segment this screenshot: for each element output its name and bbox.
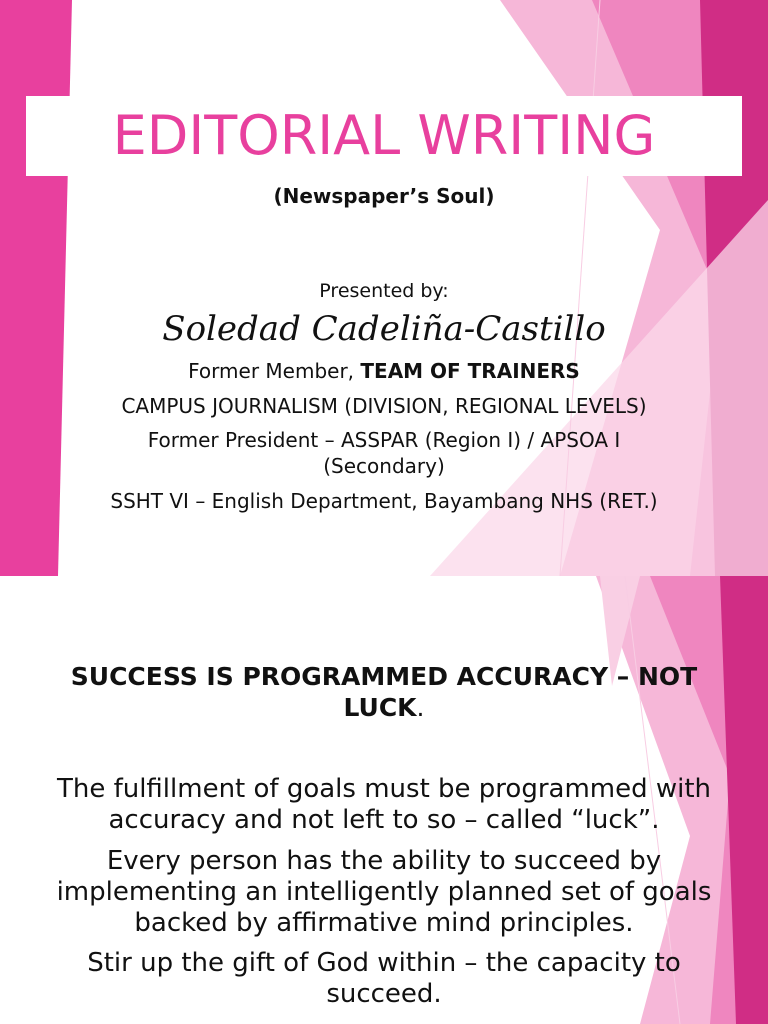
paragraph-stir-up: Stir up the gift of God within – the capacity to succeed. — [87, 948, 681, 1009]
former-member-prefix: Former Member, — [188, 359, 361, 383]
slide-title: EDITORIAL WRITING — [112, 104, 656, 167]
success-heading-text: SUCCESS IS PROGRAMMED ACCURACY – NOT LUCK — [70, 662, 698, 722]
team-of-trainers-text: TEAM OF TRAINERS — [360, 359, 580, 383]
former-president-line: Former President – ASSPAR (Region I) / APSOA I (Secondary) — [147, 428, 621, 478]
campus-journalism-line: CAMPUS JOURNALISM (DIVISION, REGIONAL LEVELS) — [121, 394, 647, 418]
slide-subtitle: (Newspaper’s Soul) — [273, 184, 495, 208]
presented-by-label: Presented by: — [319, 280, 449, 302]
author-name: Soledad Cadeliña-Castillo — [162, 309, 606, 349]
paragraph-every-person: Every person has the ability to succeed by implementing an intelligently planned set of goals backed by affirmative mind principles. — [56, 846, 712, 938]
slide-2 — [0, 576, 768, 1024]
success-heading — [40, 661, 728, 723]
heading-period: . — [416, 693, 425, 722]
paragraph-goals: The fulfillment of goals must be programmed with accuracy and not left to so – called “luck”. — [56, 774, 712, 835]
former-member-line — [0, 357, 768, 385]
ssht-line: SSHT VI – English Department, Bayambang NHS (RET.) — [110, 489, 658, 513]
